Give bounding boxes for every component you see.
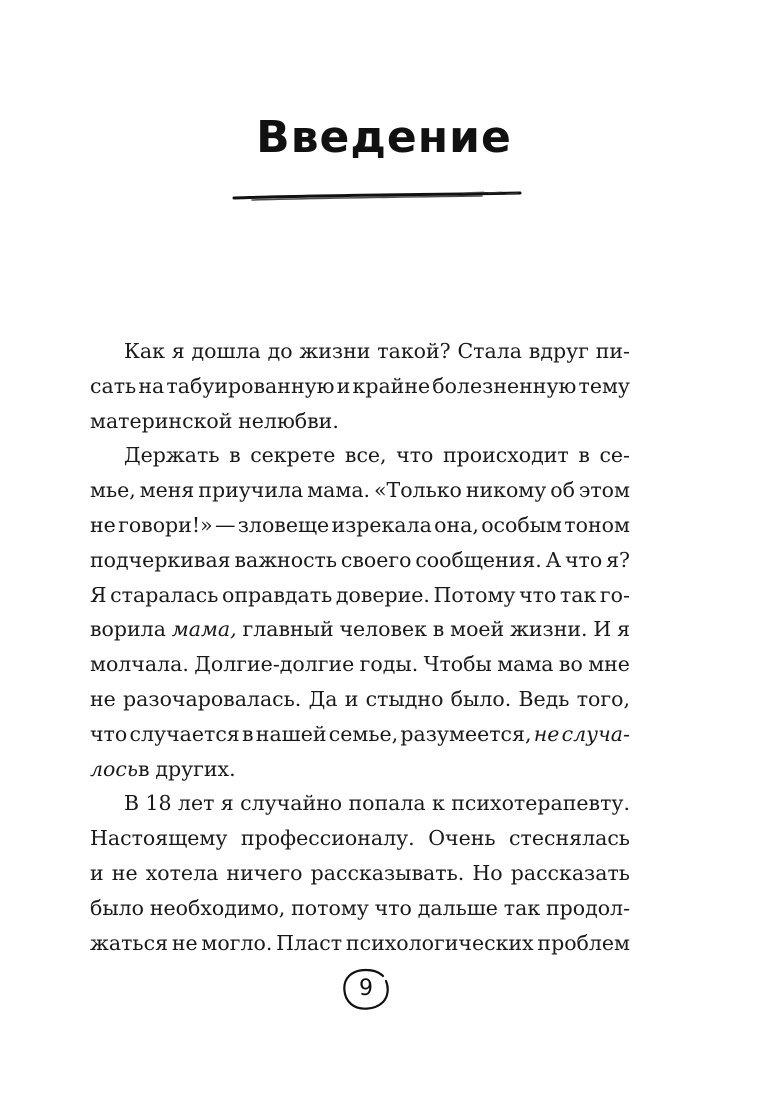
text-line: не разочаровалась. Да и стыдно было. Ведь того, [90,686,630,711]
text-line: В 18 лет я случайно попала к психотерапевту. [124,791,630,816]
text-line: мье, меня приучила мама. «Только никому об этом [90,478,630,503]
text-line: не говори!» — зловеще изрекала она, особым тоном [90,512,630,537]
text-line: ворила мама, главный человек в моей жизни. И я [90,617,630,642]
page-number: 9 [359,976,373,1001]
text-line: материнской нелюбви. [90,408,339,433]
text-line: жаться не могло. Пласт психологических проблем [90,930,630,955]
chapter-title: Введение [256,112,512,163]
text-line: Как я дошла до жизни такой? Стала вдруг пи- [124,339,630,363]
text-line: Держать в секрете все, что происходит в се- [124,443,630,468]
page-number-badge [339,964,393,1014]
title-brush-underline [232,190,522,204]
text-line: Настоящему профессионалу. Очень стеснялась [90,826,630,851]
text-line: подчеркивая важность своего сообщения. А что я? [90,547,630,572]
text-line: сать на табуированную и крайне болезненную тему [90,373,630,398]
text-line: Я старалась оправдать доверие. Потому что так го- [90,582,630,607]
body-text [90,334,630,960]
text-line: и не хотела ничего рассказывать. Но рассказать [90,860,630,885]
text-line: было необходимо, потому что дальше так продол- [90,895,630,920]
text-line: что случается в нашей семье, разумеется, не случа- [90,721,630,746]
text-line: лось в других. [90,756,236,781]
text-line: молчала. Долгие-долгие годы. Чтобы мама во мне [90,652,630,677]
